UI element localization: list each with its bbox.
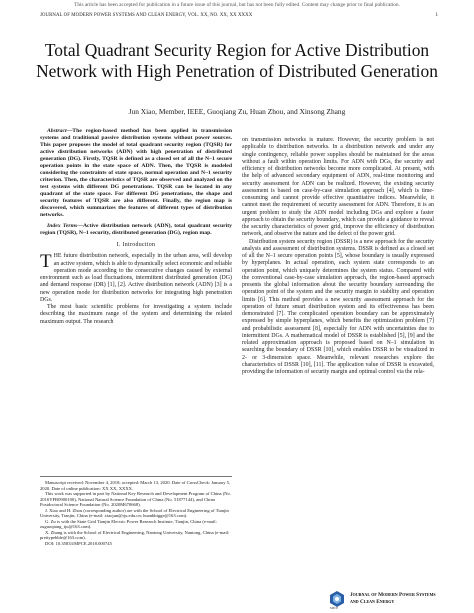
index-terms-label: Index Terms <box>47 223 78 229</box>
footnotes <box>40 476 232 547</box>
section-heading-introduction: I. Introduction <box>116 242 156 248</box>
left-column <box>40 128 232 326</box>
footnote-affiliation-xiao-zhou: J. Xiao and H. Zhou (corresponding author) are with the School of Electrical Engineering of Tianjin University, Tianjin, China (e-mail: xiaojun@tju.edu.cn; huanbbigge@163.com). <box>40 507 229 519</box>
abstract-label: Abstract <box>47 128 67 134</box>
right-paragraph-2: Distribution system security region (DSSR) is a new approach for the security analysis and assessment of distribution systems. DSSR is defined as a closed set of all the N–1 secure operation points [5], whose boundary is usually expressed by hyperplanes. In actual operation, each system state corresponds to an operation point, which uniquely determines the system status. Compared with the conventional case-by-case simulation approach, the region-based approach presents the global information about the security boundary surrounding the operation point of the system and the security margin to stability and operation limits [6]. This method provides a new security assessment approach for the operation of future smart distribution system and its effectiveness has been demonstrated [7]. The complicated operation boundary can be approximately expressed by simple hyperplanes, which benefits the optimization problem [7] and probabilistic assessment [8], especially for ADN with uncertainties due to intermittent DGs. A mathematical model of DSSR is established [5], [9] and the related approximation approach is proposed based on N–1 simulation in searching the boundary of DSSR [10], which enables DSSR to be visualized in 2- or 3-dimension space. Meanwhile, relevant researches explore the characteristics of DSSR [10], [11]. The application value of DSSR is excavated, providing the information of security margin and optimal control via the rela- <box>242 238 434 375</box>
footnote-manuscript: Manuscript received: November 4, 2018; accepted: March 13, 2020. Date of CrossCheck: January 5, 2020. Date of online publication: XX XX, XXXX. <box>40 480 231 491</box>
footnote-funding: This work was supported in part by National Key Research and Development Program of China (No. 2016YFB0900100), National Natural Science Foundation of China (No. 51877144), and China Postdoctoral Science Foundation (No. 2020M670668). <box>40 491 232 508</box>
journal-logo <box>330 590 440 610</box>
intro-paragraph-1-text: HE future distribution network, especially in the urban area, will develop an active system, which is able to dynamically select economic and reliable operation mode according to the consecutive changes caused by external environment such as load fluctuations, intermittent distributed generation (DG) and demand response (DR) [1], [2]. Active distribution network (ADN) [3] is a new operation mode for distribution networks for integrating high penetration DGs. <box>40 253 232 303</box>
author-list <box>30 107 444 116</box>
drop-cap: T <box>40 251 52 273</box>
footnote-affiliation-zhang: X. Zhang is with the School of Electrical Engineering, Nantong University, Nantong, China (e-mail: prettypebble@163.com). <box>40 529 230 541</box>
index-terms <box>40 223 232 237</box>
paper-title: Total Quadrant Security Region for Active Distribution Network with High Penetration of Distributed Generation <box>36 40 438 81</box>
page-number: 1 <box>435 13 438 18</box>
abstract <box>40 128 232 219</box>
journal-logo-line-1: Journal of Modern Power Systems <box>350 592 436 598</box>
abstract-text: —The region-based method has been applied in transmission systems and traditional passive distribution systems without power sources. This paper proposes the model of total quadrant security region (TQSR) for active distribution networks (ADN) with high penetration of distributed generation (DG). Firstly, TQSR is defined as a closed set of all the N–1 secure operation points in the state space of ADN. Then, the TQSR is modeled considering the constraints of state space, normal operation and N–1 security criterion. Then, the characteristics of TQSR are observed and analyzed on the test systems with different DG penetrations. TQSR can be located in any quadrant of the state space. For different DG penetrations, the shape and security features of TQSR are also different. Finally, the region map is discovered, which summarizes the features of different types of distribution networks. <box>40 128 232 218</box>
footnote-affiliation-zu: G. Zu is with the State Grid Tianjin Electric Power Research Institute, Tianjin, China (e-mail: zuguoqiang_tju@163.com). <box>40 518 217 530</box>
index-terms-text: —Active distribution network (ADN), total quadrant security region (TQSR), N–1 security, distributed generation (DG), region map. <box>40 223 232 236</box>
journal-logo-text <box>350 592 436 605</box>
intro-paragraph-2: The most basic scientific problems for investigating a system include describing the maximum range of the system and determining the related maximum output. The research <box>40 304 232 325</box>
running-head: JOURNAL OF MODERN POWER SYSTEMS AND CLEAN ENERGY, VOL. XX, NO. XX, XX XXXX <box>40 13 253 18</box>
journal-logo-abbrev: MPCE <box>330 606 339 610</box>
journal-logo-icon <box>330 591 344 607</box>
footnote-doi: DOI: 10.35833/MPCE.2018.000745 <box>45 541 112 547</box>
authors-text: Jun Xiao, Member, IEEE, Guoqiang Zu, Huan Zhou, and Xinsong Zhang <box>128 107 346 116</box>
intro-paragraph-1 <box>40 253 232 304</box>
journal-logo-line-2: and Clean Energy <box>350 598 395 605</box>
right-paragraph-1: on transmission networks is mature. However, the security problem is not applicable to distribution networks. In a distribution network and under any single contingency, reliable power supplies should be maintained for the areas without a fault within operation limits. For ADN with DGs, the security and efficiency of distribution networks become more complicated. At present, with the help of advanced secondary equipment of ADN, real-time monitoring and security assessment for ADN can be realized. However, the existing security assessment is based on case-by-case simulation approach [4], which is time-consuming and cannot provide effective quantitative indices. Meanwhile, it cannot meet the requirement of security assessment for ADN. Therefore, it is an urgent problem to study the ADN model including DGs and explore a faster approach to obtain the security boundary, which can provide a guidance to reveal the security characteristics of power grid, improve the efficiency of distribution network, and observe the nature and the defect of the power grid. <box>242 137 434 238</box>
right-column <box>242 137 434 376</box>
prepublication-notice: This article has been accepted for publication in a future issue of this journal, but has not been fully edited. Content may change prior to final publication. <box>74 2 400 8</box>
